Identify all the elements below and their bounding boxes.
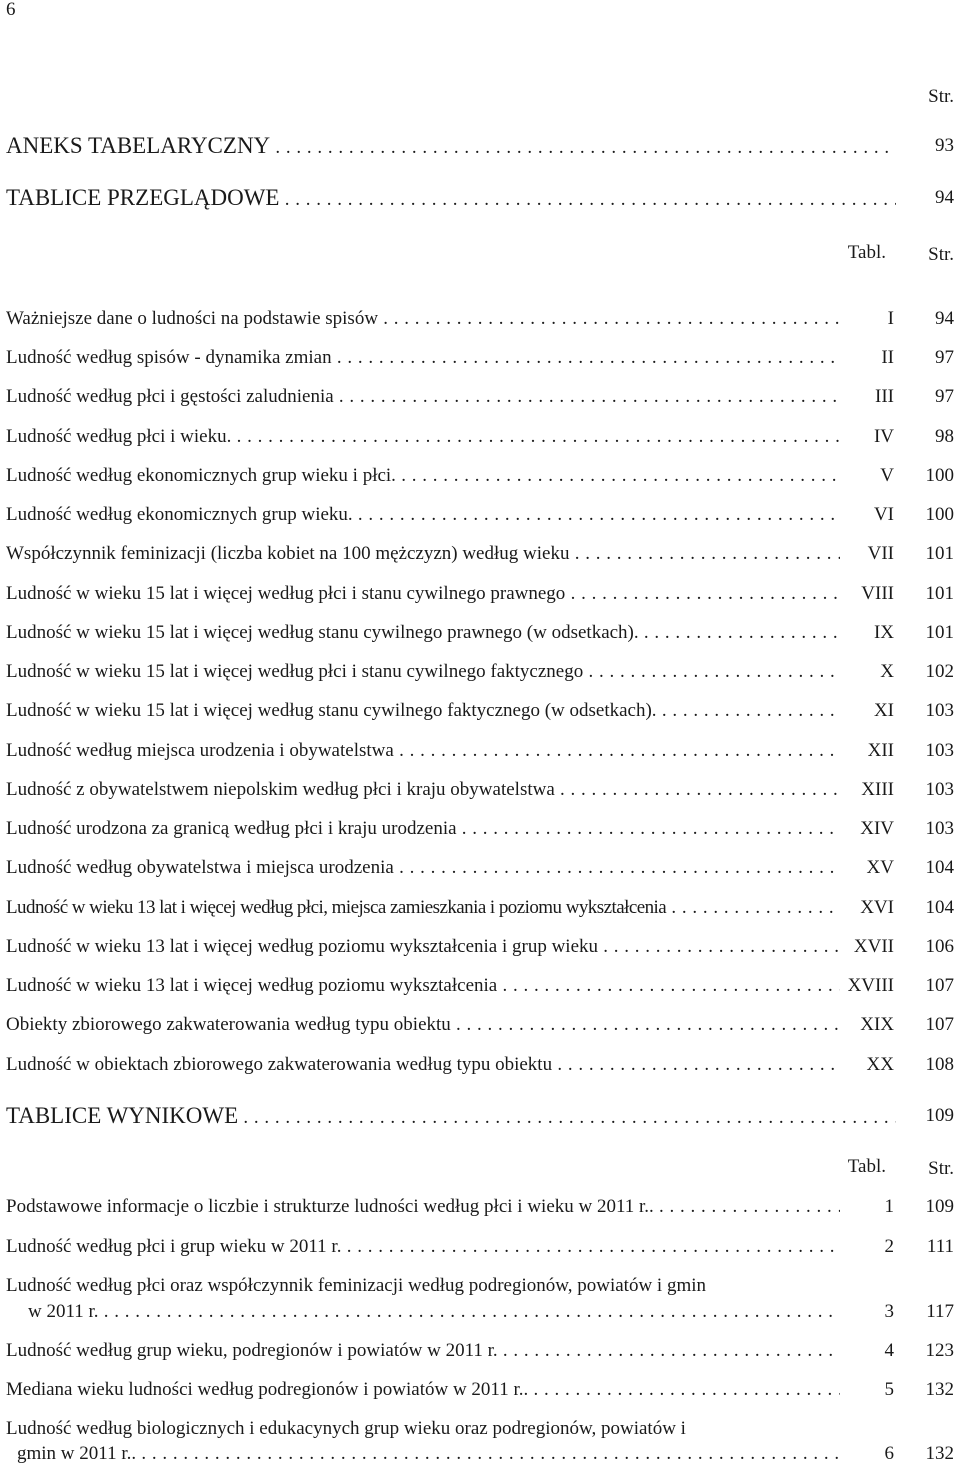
toc-page-number: 103 xyxy=(925,818,954,839)
toc-page-number: 109 xyxy=(925,1105,954,1126)
toc-entry[interactable] xyxy=(6,816,954,842)
toc-entry[interactable] xyxy=(6,1377,954,1403)
toc-entry[interactable] xyxy=(6,541,954,567)
toc-page-number: 94 xyxy=(935,308,954,329)
toc-page-number: 104 xyxy=(925,897,954,918)
toc-entry-title-with-leader: Ludność według płci i gęstości zaludnienia . . . xyxy=(6,384,840,410)
toc-page-number: 117 xyxy=(926,1301,954,1322)
table-number: VIII xyxy=(861,583,894,604)
toc-page-number: 98 xyxy=(935,426,954,447)
toc-entry-title-with-leader: Mediana wieku ludności według podregionów i powiatów w 2011 r.. . . . xyxy=(6,1377,840,1403)
table-number: XIII xyxy=(861,779,894,800)
toc-entry-title-with-leader xyxy=(6,1103,896,1129)
toc-entry-title-with-leader: Ludność w obiektach zbiorowego zakwaterowania według typu obiektu . . . xyxy=(6,1052,840,1078)
toc-entry[interactable] xyxy=(6,1052,954,1078)
toc-page-number: 100 xyxy=(925,504,954,525)
toc-entry[interactable] xyxy=(6,1194,954,1220)
table-number: XX xyxy=(866,1054,894,1075)
toc-entry[interactable] xyxy=(6,855,954,881)
toc-entry-title-with-leader: Ludność w wieku 15 lat i więcej według płci i stanu cywilnego faktycznego . . . xyxy=(6,659,840,685)
toc-entry[interactable] xyxy=(6,738,954,764)
toc-page-number: 103 xyxy=(925,740,954,761)
toc-entry[interactable] xyxy=(6,1299,954,1325)
toc-entry-title-with-leader: Ludność w wieku 13 lat i więcej według płci, miejsca zamieszkania i poziomu wykształcenia . . . xyxy=(6,895,840,921)
toc-page-number: 111 xyxy=(926,1236,954,1257)
table-number: XI xyxy=(873,700,894,721)
toc-entry-title-with-leader: Ludność według płci i grup wieku w 2011 r. . . . xyxy=(6,1234,840,1260)
toc-entry-title-with-leader: Ludność w wieku 13 lat i więcej według poziomu wykształcenia . . . xyxy=(6,973,840,999)
toc-entry-title-with-leader: Ludność według spisów - dynamika zmian . . . xyxy=(6,345,840,371)
toc-section-przegladowe[interactable] xyxy=(6,185,954,211)
toc-page-number: 97 xyxy=(935,347,954,368)
toc-page-number: 101 xyxy=(925,622,954,643)
column-header-str: Str. xyxy=(928,244,954,265)
toc-entry[interactable] xyxy=(6,306,954,332)
toc-page-number: 103 xyxy=(925,779,954,800)
toc-page-number: 97 xyxy=(935,386,954,407)
table-number: XIX xyxy=(860,1014,894,1035)
toc-entry-title-with-leader: Ważniejsze dane o ludności na podstawie spisów . . . xyxy=(6,306,840,332)
toc-entry-title-with-leader: gmin w 2011 r.. . . . xyxy=(6,1441,840,1467)
toc-page-number: 101 xyxy=(925,543,954,564)
toc-entry-title-with-leader: Ludność w wieku 13 lat i więcej według poziomu wykształcenia i grup wieku . . . xyxy=(6,934,840,960)
column-header-tabl: Tabl. xyxy=(847,242,886,263)
toc-entry[interactable] xyxy=(6,1234,954,1260)
toc-page-number: 109 xyxy=(925,1196,954,1217)
toc-entry[interactable] xyxy=(6,934,954,960)
toc-entry[interactable] xyxy=(6,384,954,410)
toc-entry-title-with-leader: Ludność z obywatelstwem niepolskim według płci i kraju obywatelstwa . . . xyxy=(6,777,840,803)
toc-entry[interactable] xyxy=(6,1338,954,1364)
toc-entry-title-with-leader: Podstawowe informacje o liczbie i strukturze ludności według płci i wieku w 2011 r.. . . . xyxy=(6,1194,840,1220)
table-number: VI xyxy=(873,504,894,525)
toc-page-number: 102 xyxy=(925,661,954,682)
toc-entry[interactable] xyxy=(6,581,954,607)
toc-entry-title-with-leader: Ludność według płci i wieku. . . . xyxy=(6,424,840,450)
toc-entry-title-with-leader: Ludność w wieku 15 lat i więcej według stanu cywilnego faktycznego (w odsetkach). . . . xyxy=(6,698,840,724)
table-number: X xyxy=(880,661,894,682)
table-number: 1 xyxy=(884,1196,894,1217)
toc-entry-title-with-leader: w 2011 r. . . . xyxy=(6,1299,840,1325)
table-number: I xyxy=(887,308,894,329)
table-number: VII xyxy=(867,543,894,564)
toc-entry[interactable] xyxy=(6,424,954,450)
toc-page-number: 103 xyxy=(925,700,954,721)
toc-entry[interactable] xyxy=(6,345,954,371)
toc-page-number: 107 xyxy=(925,1014,954,1035)
toc-entry-title-with-leader: Ludność według ekonomicznych grup wieku. . . . xyxy=(6,502,840,528)
toc-page-number: 123 xyxy=(925,1340,954,1361)
column-header-str: Str. xyxy=(928,86,954,107)
toc-page-number: 132 xyxy=(925,1379,954,1400)
toc-entry-title-with-leader: Ludność według ekonomicznych grup wieku i płci. . . . xyxy=(6,463,840,489)
toc-page-number: 104 xyxy=(925,857,954,878)
toc-entry-title-with-leader: Ludność według grup wieku, podregionów i powiatów w 2011 r. . . . xyxy=(6,1338,840,1364)
toc-entry[interactable] xyxy=(6,777,954,803)
toc-page-number: 101 xyxy=(925,583,954,604)
toc-entry[interactable] xyxy=(6,1441,954,1467)
toc-entry[interactable] xyxy=(6,1012,954,1038)
toc-page-number: 93 xyxy=(935,135,954,156)
table-number: 4 xyxy=(884,1340,894,1361)
table-number: XVI xyxy=(860,897,894,918)
toc-entry-title-with-leader: Współczynnik feminizacji (liczba kobiet na 100 mężczyzn) według wieku . . . xyxy=(6,541,840,567)
toc-entry[interactable] xyxy=(6,698,954,724)
toc-entry[interactable] xyxy=(6,895,954,921)
table-number: 6 xyxy=(884,1443,894,1464)
toc-entry-title-with-leader: Obiekty zbiorowego zakwaterowania według typu obiektu . . . xyxy=(6,1012,840,1038)
toc-page-number: 100 xyxy=(925,465,954,486)
toc-page-number: 132 xyxy=(925,1443,954,1464)
toc-entry[interactable] xyxy=(6,973,954,999)
toc-entry[interactable] xyxy=(6,620,954,646)
column-header-str: Str. xyxy=(928,1158,954,1179)
toc-entry-title-with-leader: Ludność w wieku 15 lat i więcej według płci i stanu cywilnego prawnego . . . xyxy=(6,581,840,607)
section-title: TABLICE WYNIKOWE xyxy=(6,1103,239,1128)
toc-page-number: 94 xyxy=(935,187,954,208)
toc-entry-title-line1: Ludność według biologicznych i edukacynych grup wieku oraz podregionów, powiatów i xyxy=(6,1418,686,1439)
table-number: 5 xyxy=(884,1379,894,1400)
section-title: TABLICE PRZEGLĄDOWE xyxy=(6,185,280,210)
toc-entry-title-line1: Ludność według płci oraz współczynnik feminizacji według podregionów, powiatów i gmin xyxy=(6,1275,707,1296)
toc-page-number: 106 xyxy=(925,936,954,957)
toc-entry-title-with-leader: Ludność w wieku 15 lat i więcej według stanu cywilnego prawnego (w odsetkach). . . . xyxy=(6,620,840,646)
table-number: V xyxy=(880,465,894,486)
table-number: III xyxy=(875,386,894,407)
column-header-tabl: Tabl. xyxy=(847,1156,886,1177)
page-number: 6 xyxy=(6,0,16,20)
toc-entry-title-with-leader xyxy=(6,133,896,159)
toc-entry-title-with-leader xyxy=(6,185,896,211)
table-number: XII xyxy=(867,740,894,761)
table-number: XVIII xyxy=(847,975,894,996)
toc-entry[interactable] xyxy=(6,502,954,528)
table-number: 3 xyxy=(884,1301,894,1322)
table-number: IV xyxy=(873,426,894,447)
toc-page-number: 108 xyxy=(925,1054,954,1075)
table-number: II xyxy=(881,347,894,368)
table-number: IX xyxy=(873,622,894,643)
toc-entry-title-with-leader: Ludność urodzona za granicą według płci i kraju urodzenia . . . xyxy=(6,816,840,842)
table-number: 2 xyxy=(884,1236,894,1257)
toc-entry[interactable] xyxy=(6,659,954,685)
toc-section-aneks[interactable] xyxy=(6,133,954,159)
table-number: XV xyxy=(866,857,894,878)
toc-entry-title-with-leader: Ludność według miejsca urodzenia i obywatelstwa . . . xyxy=(6,738,840,764)
toc-section-wynikowe[interactable] xyxy=(6,1103,954,1129)
toc-entry[interactable] xyxy=(6,463,954,489)
toc-page-number: 107 xyxy=(925,975,954,996)
table-number: XIV xyxy=(860,818,894,839)
table-number: XVII xyxy=(853,936,894,957)
section-title: ANEKS TABELARYCZNY xyxy=(6,133,271,158)
toc-entry-title-with-leader: Ludność według obywatelstwa i miejsca urodzenia . . . xyxy=(6,855,840,881)
